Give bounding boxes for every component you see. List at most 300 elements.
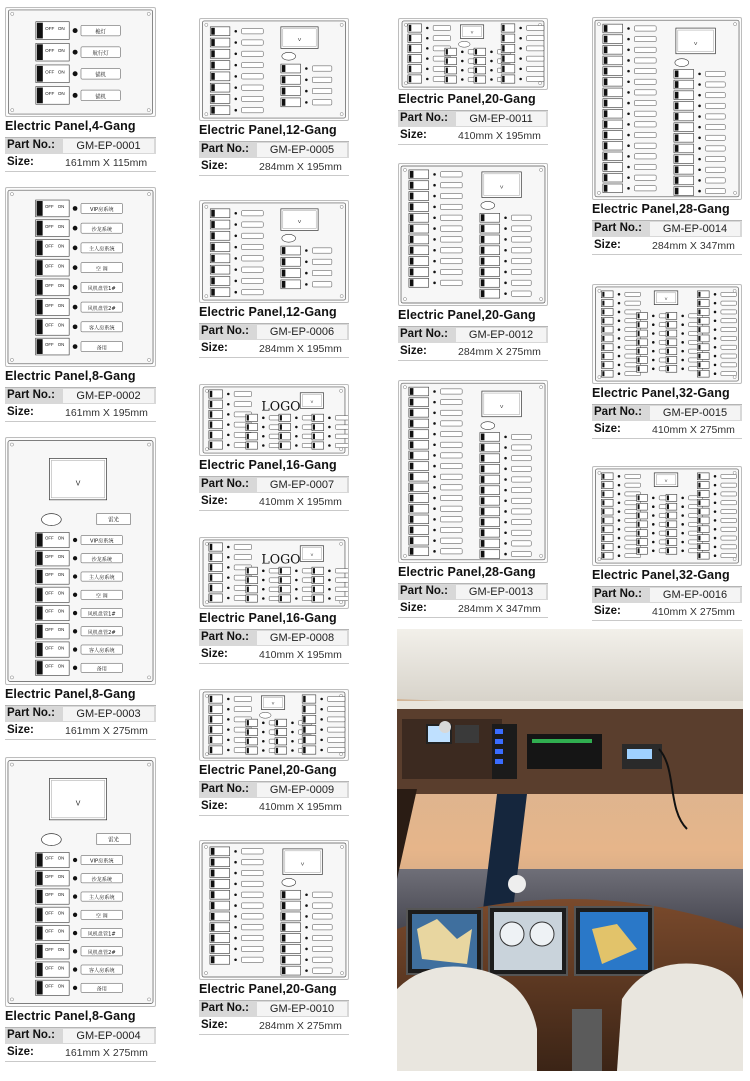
electric-panel-drawing [6, 8, 155, 116]
product-card-gm-ep-0013[interactable] [398, 380, 548, 623]
circuit-label-plate [721, 292, 737, 296]
indicator-led [73, 50, 78, 55]
indicator-led [234, 872, 237, 875]
circuit-label-plate [440, 485, 462, 490]
circuit-label-plate [705, 82, 725, 87]
indicator-led [433, 539, 436, 542]
volt-mark-text: V [300, 862, 305, 868]
indicator-led [305, 958, 308, 961]
circuit-label-text: 沙龙系统 [91, 226, 112, 233]
electric-panel-drawing [200, 690, 348, 760]
off-text: OFF [44, 947, 54, 953]
circuit-label-plate [440, 495, 462, 500]
indicator-led [305, 79, 308, 82]
indicator-led [504, 227, 507, 230]
indicator-led [433, 550, 436, 553]
mount-screw [205, 448, 208, 451]
indicator-led [504, 238, 507, 241]
indicator-led [504, 553, 507, 556]
indicator-led [295, 444, 298, 447]
indicator-led [618, 346, 621, 349]
circuit-label-plate [721, 510, 737, 514]
mount-screw [205, 205, 208, 208]
product-card-gm-ep-0007[interactable] [199, 384, 349, 516]
indicator-led [227, 434, 230, 437]
part-number-row [199, 141, 349, 158]
indicator-led [618, 510, 621, 513]
part-number-row [199, 1000, 349, 1017]
indicator-led [305, 90, 308, 93]
size-row [398, 602, 548, 618]
panel-thumbnail[interactable] [5, 757, 156, 1007]
indicator-led [618, 475, 621, 478]
panel-thumbnail[interactable] [199, 18, 349, 121]
indicator-led [681, 505, 684, 508]
indicator-led [320, 749, 323, 752]
electric-panel-drawing [399, 19, 547, 89]
panel-thumbnail[interactable] [592, 284, 742, 384]
mount-screw [148, 358, 151, 361]
part-number-value: GM-EP-0001 [63, 139, 154, 153]
indicator-led [73, 931, 77, 935]
off-text: OFF [44, 572, 54, 578]
circuit-label-plate [433, 36, 451, 41]
circuit-label-text: 沙龙系统 [91, 556, 112, 563]
indicator-led [305, 249, 308, 252]
indicator-led [227, 546, 230, 549]
indicator-led [504, 216, 507, 219]
indicator-led [73, 93, 78, 98]
circuit-label-plate [440, 549, 462, 554]
off-text: OFF [44, 873, 54, 879]
indicator-led [618, 528, 621, 531]
part-number-row [5, 1027, 156, 1044]
product-card-gm-ep-0009[interactable] [199, 689, 349, 821]
electric-panel-drawing [6, 188, 155, 366]
circuit-label-plate [511, 445, 531, 450]
mount-screw [340, 23, 343, 26]
circuit-label-plate [312, 935, 332, 940]
indicator-led [714, 537, 717, 540]
mount-screw [10, 763, 13, 766]
mount-screw [148, 763, 151, 766]
mount-screw [597, 23, 600, 26]
product-title: Electric Panel,16-Gang [199, 458, 337, 472]
size-row [199, 342, 349, 358]
circuit-label-plate [440, 389, 462, 394]
indicator-led [433, 518, 436, 521]
product-title: Electric Panel,20-Gang [398, 308, 536, 322]
off-text: OFF [44, 223, 54, 229]
circuit-label-text: 航行灯 [92, 51, 109, 58]
indicator-led [73, 246, 78, 251]
part-number-value: GM-EP-0005 [257, 143, 347, 157]
circuit-label-plate [721, 301, 737, 305]
indicator-led [305, 948, 308, 951]
indicator-led [698, 105, 701, 108]
product-card-gm-ep-0014[interactable] [592, 17, 742, 260]
indicator-led [681, 359, 684, 362]
knob [42, 834, 62, 846]
electric-panel-drawing [593, 18, 741, 199]
off-text: OFF [44, 892, 54, 898]
part-number-row [5, 387, 156, 404]
panel-thumbnail[interactable] [199, 384, 349, 456]
circuit-label-plate [242, 244, 264, 249]
panel-thumbnail[interactable] [199, 537, 349, 609]
size-row [5, 406, 156, 422]
indicator-led [328, 426, 331, 429]
indicator-led [234, 257, 237, 260]
indicator-led [618, 355, 621, 358]
circuit-label-plate [234, 392, 252, 397]
circuit-label-plate [511, 269, 531, 274]
panel-thumbnail[interactable] [398, 163, 548, 306]
indicator-led [227, 728, 230, 731]
circuit-label-plate [526, 66, 544, 71]
part-number-label: Part No.: [201, 325, 249, 337]
circuit-label-plate [242, 62, 264, 67]
volt-mark-text: V [310, 398, 314, 404]
circuit-label-text: 风机盘管2# [87, 629, 116, 636]
circuit-label-plate [511, 551, 531, 556]
circuit-label-plate [511, 258, 531, 263]
on-text: ON [57, 892, 65, 898]
circuit-label-plate [242, 278, 264, 283]
indicator-led [714, 364, 717, 367]
part-number-value: GM-EP-0011 [456, 112, 546, 126]
product-card-gm-ep-0004[interactable] [5, 757, 156, 1067]
circuit-label-plate [705, 157, 725, 162]
circuit-label-plate [335, 416, 348, 420]
product-card-gm-ep-0015[interactable] [592, 284, 742, 444]
circuit-label-plate [511, 541, 531, 546]
indicator-led [234, 212, 237, 215]
circuit-label-plate [721, 527, 737, 531]
indicator-led [305, 915, 308, 918]
on-text: ON [57, 608, 65, 614]
product-card-gm-ep-0008[interactable] [199, 537, 349, 669]
on-text: ON [57, 283, 65, 289]
size-label: Size: [201, 1019, 228, 1031]
indicator-led [295, 435, 298, 438]
off-text: OFF [44, 928, 54, 934]
circuit-label-plate [526, 36, 544, 41]
part-number-value: GM-EP-0014 [650, 222, 740, 236]
circuit-label-plate [242, 290, 264, 295]
indicator-led [652, 368, 655, 371]
circuit-label-plate [312, 66, 332, 71]
off-text: OFF [44, 645, 54, 651]
on-text: ON [57, 26, 65, 32]
indicator-led [227, 708, 230, 711]
indicator-led [698, 126, 701, 129]
part-number-label: Part No.: [400, 112, 448, 124]
circuit-label-plate [327, 748, 345, 753]
circuit-label-plate [705, 135, 725, 140]
size-value: 410mm X 195mm [259, 496, 342, 508]
indicator-led [262, 570, 265, 573]
circuit-label-text: 桅灯 [95, 29, 107, 36]
circuit-label-plate [440, 474, 462, 479]
indicator-led [433, 507, 436, 510]
circuit-label-plate [440, 258, 462, 263]
product-card-gm-ep-0012[interactable] [398, 163, 548, 366]
mount-screw [340, 753, 343, 756]
indicator-led [73, 647, 77, 651]
circuit-label-plate [440, 400, 462, 405]
mount-screw [148, 193, 151, 196]
size-label: Size: [400, 602, 427, 614]
mount-screw [10, 193, 13, 196]
circuit-label-plate [634, 58, 656, 63]
circuit-label-plate [634, 37, 656, 42]
circuit-label-plate [440, 269, 462, 274]
indicator-led [262, 588, 265, 591]
product-card-gm-ep-0001[interactable] [5, 7, 156, 177]
product-card-gm-ep-0005[interactable] [199, 18, 349, 181]
part-number-value: GM-EP-0013 [456, 585, 546, 599]
indicator-led [681, 514, 684, 517]
circuit-label-plate [634, 132, 656, 137]
mount-screw [148, 676, 151, 679]
electric-panel-drawing [200, 538, 348, 608]
panel-thumbnail[interactable] [5, 7, 156, 117]
indicator-led [627, 144, 630, 147]
logo-text: LOGO [261, 551, 301, 567]
indicator-led [227, 566, 230, 569]
product-title: Electric Panel,20-Gang [199, 763, 337, 777]
circuit-label-plate [433, 26, 451, 31]
product-card-gm-ep-0016[interactable] [592, 466, 742, 626]
indicator-led [433, 486, 436, 489]
yacht-helm-image [397, 629, 743, 1071]
mount-screw [147, 109, 150, 112]
indicator-led [433, 249, 436, 252]
mount-screw [733, 471, 736, 474]
indicator-led [73, 28, 78, 33]
circuit-label-plate [526, 26, 544, 31]
mount-screw [598, 558, 601, 561]
circuit-label-plate [241, 957, 263, 962]
indicator-led [234, 268, 237, 271]
indicator-led [714, 528, 717, 531]
size-value: 284mm X 195mm [259, 343, 342, 355]
circuit-label-plate [721, 554, 737, 558]
indicator-led [681, 341, 684, 344]
mount-screw [340, 113, 343, 116]
indicator-led [328, 597, 331, 600]
size-row [199, 800, 349, 816]
indicator-led [681, 350, 684, 353]
panel-thumbnail[interactable] [398, 18, 548, 90]
indicator-led [433, 412, 436, 415]
circuit-label-plate [327, 707, 345, 712]
panel-thumbnail[interactable] [5, 187, 156, 367]
indicator-led [618, 501, 621, 504]
indicator-led [490, 51, 493, 54]
mount-screw [404, 82, 407, 85]
circuit-label-plate [440, 237, 462, 242]
indicator-led [490, 69, 493, 72]
circuit-label-text: 备用 [96, 986, 107, 993]
panel-thumbnail[interactable] [199, 689, 349, 761]
circuit-label-plate [721, 336, 737, 340]
part-number-value: GM-EP-0004 [63, 1029, 154, 1043]
part-number-label: Part No.: [7, 139, 55, 151]
product-card-gm-ep-0010[interactable] [199, 840, 349, 1040]
indicator-led [490, 60, 493, 63]
circuit-label-plate [511, 498, 531, 503]
mount-screw [11, 12, 14, 15]
on-text: ON [57, 243, 65, 249]
indicator-led [234, 53, 237, 56]
indicator-led [627, 134, 630, 137]
mount-screw [204, 972, 207, 975]
circuit-label-plate [705, 146, 725, 151]
indicator-led [73, 611, 77, 615]
panel-thumbnail[interactable] [5, 437, 156, 685]
circuit-label-plate [335, 596, 348, 600]
indicator-led [627, 155, 630, 158]
indicator-led [234, 98, 237, 101]
circuit-label-plate [705, 188, 725, 193]
indicator-led [698, 168, 701, 171]
indicator-led [504, 478, 507, 481]
circuit-label-plate [234, 402, 252, 407]
volt-mark-text: V [75, 800, 81, 808]
circuit-label-text: 客人房系统 [88, 968, 115, 975]
indicator-led [73, 593, 77, 597]
circuit-label-plate [625, 292, 641, 296]
circuit-label-plate [234, 707, 252, 712]
indicator-led [234, 861, 237, 864]
panel-thumbnail[interactable] [592, 17, 742, 200]
indicator-led [714, 475, 717, 478]
circuit-label-plate [440, 215, 462, 220]
indicator-led [681, 323, 684, 326]
size-value: 161mm X 195mm [65, 407, 148, 419]
product-title: Electric Panel,28-Gang [592, 202, 730, 216]
part-number-row [592, 404, 742, 421]
circuit-label-text: 备用 [96, 666, 107, 673]
off-text: OFF [44, 553, 54, 559]
circuit-label-plate [705, 103, 725, 108]
off-text: OFF [44, 910, 54, 916]
product-title: Electric Panel,8-Gang [5, 1009, 136, 1023]
indicator-led [652, 315, 655, 318]
mount-screw [539, 298, 542, 301]
product-title: Electric Panel,8-Gang [5, 687, 136, 701]
indicator-led [652, 497, 655, 500]
mount-screw [733, 558, 736, 561]
indicator-led [262, 731, 265, 734]
mount-screw [205, 601, 208, 604]
circuit-label-plate [625, 483, 641, 487]
product-title: Electric Panel,12-Gang [199, 305, 337, 319]
mount-screw [147, 12, 150, 15]
indicator-led [698, 179, 701, 182]
circuit-label-plate [242, 51, 264, 56]
indicator-led [234, 904, 237, 907]
panel-thumbnail[interactable] [398, 380, 548, 563]
panel-thumbnail[interactable] [199, 200, 349, 303]
product-card-gm-ep-0011[interactable] [398, 18, 548, 150]
part-number-row [592, 586, 742, 603]
circuit-label-plate [440, 410, 462, 415]
indicator-led [328, 570, 331, 573]
part-number-row [398, 326, 548, 343]
indicator-led [227, 403, 230, 406]
indicator-led [504, 531, 507, 534]
circuit-label-plate [721, 363, 737, 367]
volt-mark-text: V [297, 219, 302, 225]
indicator-led [627, 38, 630, 41]
indicator-led [504, 292, 507, 295]
circuit-label-plate [242, 29, 264, 34]
size-label: Size: [201, 342, 228, 354]
indicator-led [227, 698, 230, 701]
product-card-gm-ep-0002[interactable] [5, 187, 156, 427]
circuit-label-plate [241, 914, 263, 919]
circuit-label-plate [634, 26, 656, 31]
circuit-label-plate [440, 193, 462, 198]
volt-mark-text: V [75, 480, 81, 488]
indicator-led [227, 576, 230, 579]
indicator-led [627, 59, 630, 62]
mount-screw [733, 289, 736, 292]
size-label: Size: [7, 1046, 34, 1058]
indicator-led [714, 328, 717, 331]
panel-thumbnail[interactable] [592, 466, 742, 566]
circuit-label-plate [241, 892, 263, 897]
indicator-led [433, 238, 436, 241]
electric-panel-drawing [6, 438, 155, 684]
mount-screw [403, 554, 406, 557]
volt-mark-text: V [470, 29, 474, 35]
part-number-value: GM-EP-0015 [650, 406, 740, 420]
part-number-label: Part No.: [594, 222, 642, 234]
product-card-gm-ep-0003[interactable] [5, 437, 156, 745]
mount-screw [205, 753, 208, 756]
product-card-gm-ep-0006[interactable] [199, 200, 349, 363]
circuit-label-plate [312, 903, 332, 908]
size-row [199, 160, 349, 176]
circuit-label-plate [511, 291, 531, 296]
circuit-label-plate [440, 432, 462, 437]
indicator-led [234, 280, 237, 283]
circuit-label-plate [312, 270, 332, 275]
on-text: ON [57, 572, 65, 578]
part-number-label: Part No.: [594, 588, 642, 600]
circuit-label-plate [634, 154, 656, 159]
off-text: OFF [44, 283, 54, 289]
circuit-label-plate [526, 77, 544, 82]
indicator-led [295, 426, 298, 429]
indicator-led [618, 484, 621, 487]
mount-screw [10, 443, 13, 446]
panel-thumbnail[interactable] [199, 840, 349, 980]
part-number-label: Part No.: [201, 1002, 249, 1014]
circuit-label-plate [234, 545, 252, 550]
indicator-led [714, 319, 717, 322]
circuit-label-plate [312, 968, 332, 973]
off-text: OFF [44, 263, 54, 269]
indicator-led [262, 579, 265, 582]
circuit-label-plate [242, 108, 264, 113]
size-value: 410mm X 195mm [259, 649, 342, 661]
mount-screw [340, 295, 343, 298]
